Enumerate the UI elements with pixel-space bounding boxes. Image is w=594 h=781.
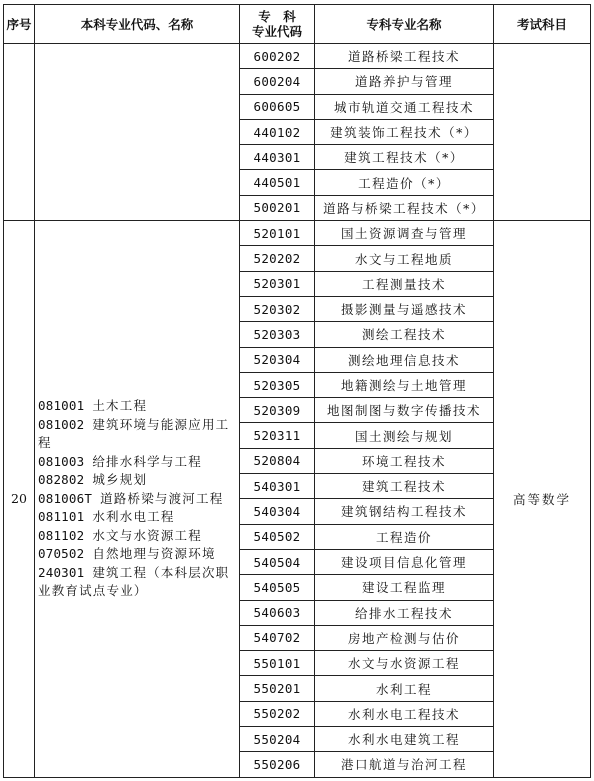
specialty-name: 道路与桥梁工程技术（*）	[315, 195, 494, 220]
specialty-code: 540505	[240, 575, 315, 600]
specialty-code: 440102	[240, 119, 315, 144]
undergrad-name: 建筑环境与能源应用工程	[38, 416, 230, 451]
specialty-code: 520804	[240, 448, 315, 473]
specialty-code: 520202	[240, 246, 315, 271]
specialty-code: 600202	[240, 44, 315, 69]
major-table	[3, 4, 591, 778]
header-code-line1: 专 科	[258, 9, 296, 24]
undergrad-name: 建筑工程（本科层次职业教育试点专业）	[38, 564, 230, 599]
header-code-line2: 专业代码	[251, 24, 302, 39]
specialty-name: 建设工程监理	[315, 575, 494, 600]
specialty-name: 建筑钢结构工程技术	[315, 499, 494, 524]
table-body	[4, 44, 591, 778]
table-header-row	[4, 5, 591, 44]
specialty-code: 520301	[240, 271, 315, 296]
specialty-code: 600204	[240, 69, 315, 94]
specialty-code: 550204	[240, 727, 315, 752]
specialty-code: 520304	[240, 347, 315, 372]
specialty-name: 环境工程技术	[315, 448, 494, 473]
specialty-name: 城市轨道交通工程技术	[315, 94, 494, 119]
undergrad-item	[38, 564, 236, 601]
specialty-code: 550101	[240, 651, 315, 676]
specialty-code: 540304	[240, 499, 315, 524]
specialty-name: 建筑工程技术（*）	[315, 145, 494, 170]
specialty-name: 水利工程	[315, 676, 494, 701]
undergrad-name: 水利水电工程	[92, 509, 175, 525]
specialty-name: 水文与水资源工程	[315, 651, 494, 676]
specialty-name: 水利水电建筑工程	[315, 727, 494, 752]
specialty-name: 给排水工程技术	[315, 600, 494, 625]
specialty-code: 520305	[240, 372, 315, 397]
specialty-code: 550202	[240, 701, 315, 726]
table-row	[4, 44, 591, 69]
specialty-name: 水文与工程地质	[315, 246, 494, 271]
specialty-code: 520303	[240, 322, 315, 347]
specialty-name: 道路养护与管理	[315, 69, 494, 94]
specialty-name: 地籍测绘与土地管理	[315, 372, 494, 397]
header-subject: 考试科目	[494, 5, 591, 44]
table-row	[4, 221, 591, 246]
undergrad-code: 081002	[38, 416, 85, 432]
undergrad-cell	[35, 44, 240, 221]
undergrad-code: 082802	[38, 472, 85, 488]
specialty-name: 道路桥梁工程技术	[315, 44, 494, 69]
specialty-name: 测绘地理信息技术	[315, 347, 494, 372]
specialty-code: 540702	[240, 625, 315, 650]
specialty-name: 工程造价	[315, 524, 494, 549]
undergrad-item	[38, 453, 236, 472]
specialty-code: 520302	[240, 296, 315, 321]
undergrad-name: 给排水科学与工程	[92, 453, 202, 469]
specialty-code: 550201	[240, 676, 315, 701]
specialty-code: 500201	[240, 195, 315, 220]
specialty-code: 600605	[240, 94, 315, 119]
specialty-name: 工程测量技术	[315, 271, 494, 296]
undergrad-name: 道路桥梁与渡河工程	[100, 490, 224, 506]
specialty-name: 港口航道与治河工程	[315, 752, 494, 777]
header-name: 专科专业名称	[315, 5, 494, 44]
undergrad-name: 水文与水资源工程	[92, 527, 202, 543]
specialty-code: 520311	[240, 423, 315, 448]
undergrad-code: 081006T	[38, 490, 93, 506]
undergrad-item	[38, 508, 236, 527]
subject-cell	[494, 44, 591, 221]
undergrad-name: 城乡规划	[92, 472, 148, 488]
undergrad-code: 081001	[38, 398, 85, 414]
specialty-code: 520309	[240, 398, 315, 423]
specialty-name: 建设项目信息化管理	[315, 549, 494, 574]
specialty-name: 摄影测量与遥感技术	[315, 296, 494, 321]
undergrad-code: 240301	[38, 564, 85, 580]
undergrad-item	[38, 545, 236, 564]
specialty-code: 540502	[240, 524, 315, 549]
undergrad-code: 081003	[38, 453, 85, 469]
specialty-name: 国土资源调查与管理	[315, 221, 494, 246]
specialty-code: 440501	[240, 170, 315, 195]
specialty-name: 工程造价（*）	[315, 170, 494, 195]
undergrad-item	[38, 397, 236, 416]
specialty-name: 建筑工程技术	[315, 474, 494, 499]
specialty-code: 540504	[240, 549, 315, 574]
specialty-code: 440301	[240, 145, 315, 170]
specialty-code: 550206	[240, 752, 315, 777]
undergrad-code: 070502	[38, 546, 85, 562]
seq-cell: 20	[4, 221, 35, 778]
header-code	[240, 5, 315, 44]
undergrad-item	[38, 471, 236, 490]
seq-cell	[4, 44, 35, 221]
undergrad-item	[38, 527, 236, 546]
specialty-name: 房地产检测与估价	[315, 625, 494, 650]
undergrad-item	[38, 490, 236, 509]
specialty-name: 测绘工程技术	[315, 322, 494, 347]
undergrad-name: 自然地理与资源环境	[92, 546, 216, 562]
specialty-code: 540603	[240, 600, 315, 625]
specialty-name: 水利水电工程技术	[315, 701, 494, 726]
undergrad-name: 土木工程	[92, 398, 148, 414]
undergrad-code: 081102	[38, 527, 85, 543]
specialty-code: 520101	[240, 221, 315, 246]
undergrad-item	[38, 416, 236, 453]
header-undergrad: 本科专业代码、名称	[35, 5, 240, 44]
specialty-name: 建筑装饰工程技术（*）	[315, 119, 494, 144]
specialty-name: 国土测绘与规划	[315, 423, 494, 448]
specialty-code: 540301	[240, 474, 315, 499]
undergrad-cell	[35, 221, 240, 778]
subject-cell: 高等数学	[494, 221, 591, 778]
specialty-name: 地图制图与数字传播技术	[315, 398, 494, 423]
undergrad-code: 081101	[38, 509, 85, 525]
header-seq: 序号	[4, 5, 35, 44]
